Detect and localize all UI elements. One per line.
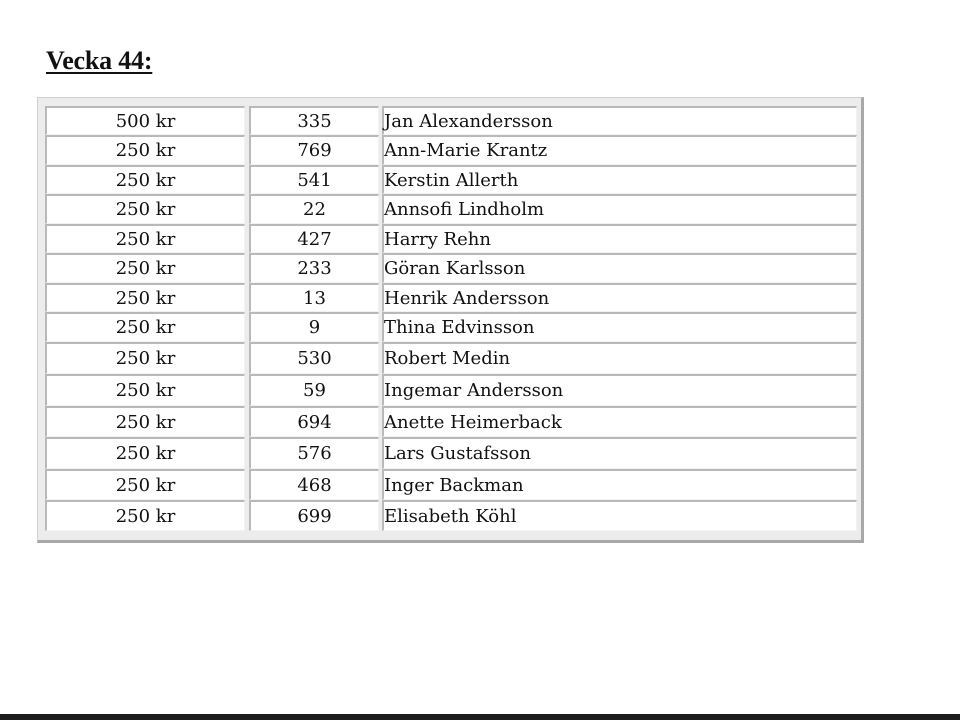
prize-amount-cell: 500 kr [45,106,245,135]
table-row [45,374,857,406]
winner-name-cell: Jan Alexandersson [382,106,857,135]
table-row [45,165,857,194]
prize-amount-cell: 250 kr [45,194,245,224]
prize-amount-cell: 250 kr [45,437,245,469]
bottom-bar [0,714,960,720]
ticket-number-cell: 335 [249,106,379,135]
ticket-number-cell: 13 [249,283,379,312]
winner-name-cell: Anette Heimerback [382,406,857,437]
prize-amount-cell: 250 kr [45,135,245,165]
winner-name-cell: Robert Medin [382,342,857,374]
ticket-number-cell: 576 [249,437,379,469]
winner-name-cell: Ann-Marie Krantz [382,135,857,165]
ticket-number-cell: 468 [249,469,379,500]
ticket-number-cell: 59 [249,374,379,406]
prize-amount-cell: 250 kr [45,500,245,531]
winner-name-cell: Ingemar Andersson [382,374,857,406]
table-row [45,194,857,224]
ticket-number-cell: 541 [249,165,379,194]
table-row [45,224,857,253]
winner-name-cell: Elisabeth Köhl [382,500,857,531]
ticket-number-cell: 694 [249,406,379,437]
prize-amount-cell: 250 kr [45,342,245,374]
table-row [45,406,857,437]
ticket-number-cell: 699 [249,500,379,531]
winner-name-cell: Kerstin Allerth [382,165,857,194]
table-row [45,469,857,500]
winner-name-cell: Inger Backman [382,469,857,500]
prize-amount-cell: 250 kr [45,312,245,342]
winner-name-cell: Annsofi Lindholm [382,194,857,224]
ticket-number-cell: 530 [249,342,379,374]
table-row [45,135,857,165]
table-row [45,437,857,469]
winner-name-cell: Thina Edvinsson [382,312,857,342]
ticket-number-cell: 769 [249,135,379,165]
winner-name-cell: Lars Gustafsson [382,437,857,469]
winners-table-body [45,106,857,531]
table-row [45,253,857,283]
ticket-number-cell: 233 [249,253,379,283]
winner-name-cell: Göran Karlsson [382,253,857,283]
table-row [45,342,857,374]
prize-amount-cell: 250 kr [45,165,245,194]
prize-amount-cell: 250 kr [45,406,245,437]
ticket-number-cell: 427 [249,224,379,253]
prize-amount-cell: 250 kr [45,253,245,283]
winner-name-cell: Harry Rehn [382,224,857,253]
prize-amount-cell: 250 kr [45,283,245,312]
ticket-number-cell: 9 [249,312,379,342]
ticket-number-cell: 22 [249,194,379,224]
prize-amount-cell: 250 kr [45,469,245,500]
table-row [45,106,857,135]
winners-table-frame [37,97,864,543]
winner-name-cell: Henrik Andersson [382,283,857,312]
prize-amount-cell: 250 kr [45,224,245,253]
winners-table [45,106,857,531]
table-row [45,312,857,342]
prize-amount-cell: 250 kr [45,374,245,406]
table-row [45,500,857,531]
page-heading: Vecka 44: [46,46,153,75]
table-row [45,283,857,312]
